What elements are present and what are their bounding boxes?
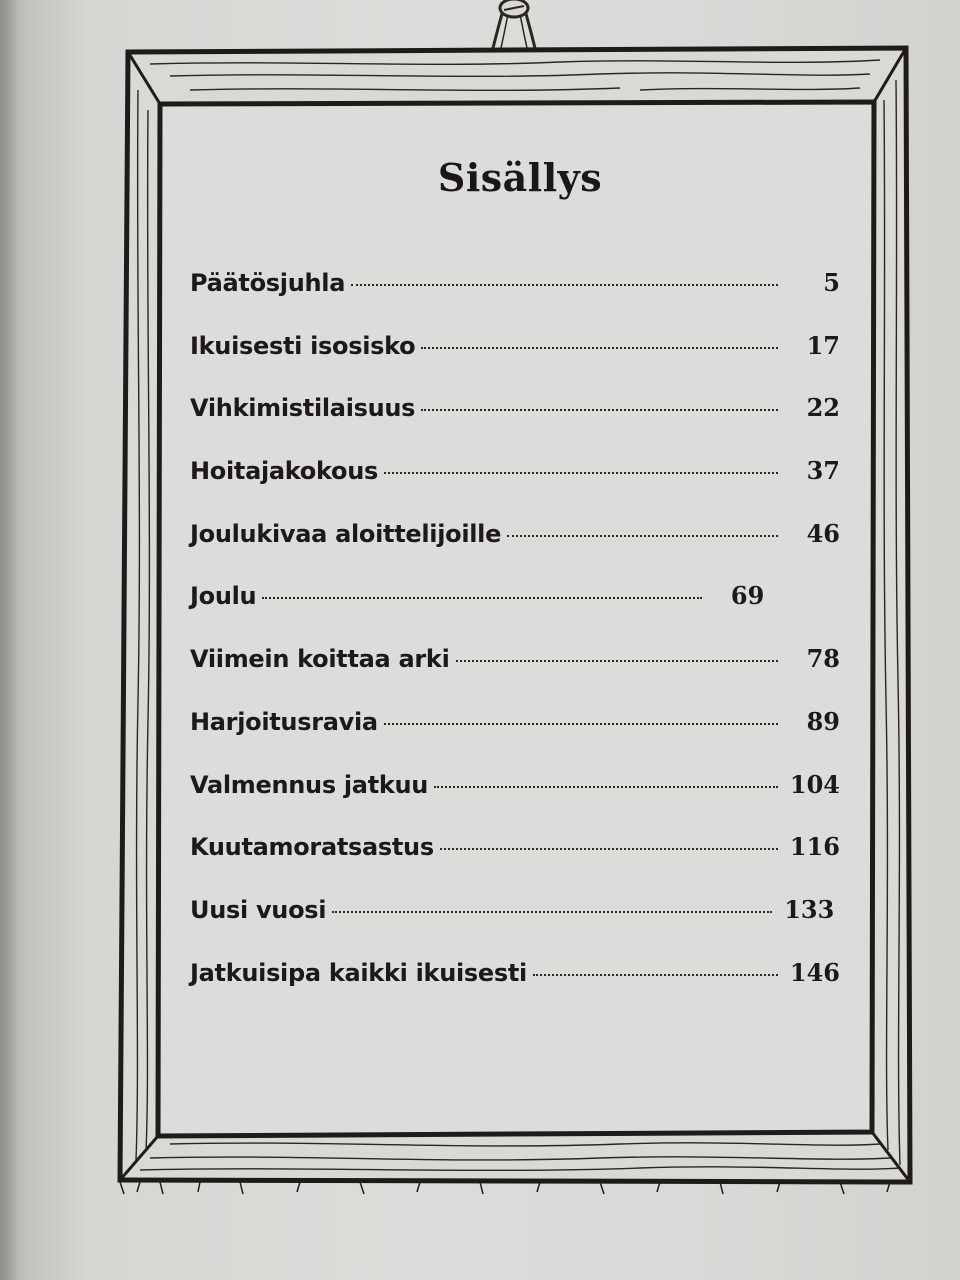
toc-entry	[190, 393, 840, 456]
toc-entry-page: 17	[806, 330, 840, 360]
toc-entry-page: 89	[806, 706, 840, 736]
toc-entry-title: Joulu	[190, 582, 257, 611]
dot-leader	[440, 848, 778, 850]
dot-leader	[421, 409, 778, 411]
toc-entry-title: Päätösjuhla	[190, 269, 346, 297]
toc-entry	[190, 832, 840, 895]
toc-entry-page: 22	[806, 393, 840, 423]
toc-entry	[190, 958, 840, 1021]
toc-entry-page: 78	[806, 644, 840, 674]
dot-leader	[351, 284, 778, 286]
toc-entry-title: Viimein koittaa arki	[190, 645, 450, 674]
dot-leader	[421, 347, 778, 349]
toc-entry	[190, 268, 840, 331]
toc-entry-page: 146	[789, 957, 840, 987]
dot-leader	[434, 786, 778, 788]
dot-leader	[384, 472, 778, 474]
toc-entry	[190, 519, 840, 582]
toc-entry-title: Kuutamoratsastus	[190, 833, 434, 862]
toc-list	[190, 268, 840, 1020]
toc-entry-page: 5	[823, 268, 840, 297]
dot-leader	[332, 911, 772, 913]
toc-entry-page: 133	[784, 894, 835, 924]
toc-entry-title: Harjoitusravia	[190, 707, 378, 736]
page-title: Sisällys	[437, 155, 603, 200]
toc-entry	[190, 456, 840, 519]
dot-leader	[262, 597, 702, 599]
dot-leader	[384, 723, 778, 725]
toc-entry-page: 37	[806, 456, 840, 486]
toc-entry	[190, 644, 840, 707]
toc-entry	[190, 770, 840, 833]
toc-entry-page: 116	[789, 832, 840, 862]
toc-entry-title: Joulukivaa aloittelijoille	[190, 519, 502, 548]
toc-entry-title: Ikuisesti isosisko	[190, 331, 416, 360]
toc-entry-page: 69	[730, 581, 765, 611]
toc-entry-page: 46	[806, 518, 840, 548]
dot-leader	[456, 660, 778, 662]
toc-entry	[190, 707, 840, 770]
toc-entry	[190, 581, 840, 644]
toc-entry-title: Valmennus jatkuu	[190, 770, 429, 799]
toc-entry	[190, 895, 840, 958]
toc-entry	[190, 331, 840, 394]
toc-entry-title: Hoitajakokous	[190, 457, 378, 486]
toc-entry-title: Vihkimistilaisuus	[190, 394, 416, 423]
toc-entry-title: Uusi vuosi	[190, 895, 327, 924]
dot-leader	[507, 535, 778, 537]
dot-leader	[533, 974, 778, 976]
toc-entry-page: 104	[789, 769, 840, 799]
toc-entry-title: Jatkuisipa kaikki ikuisesti	[190, 958, 527, 987]
